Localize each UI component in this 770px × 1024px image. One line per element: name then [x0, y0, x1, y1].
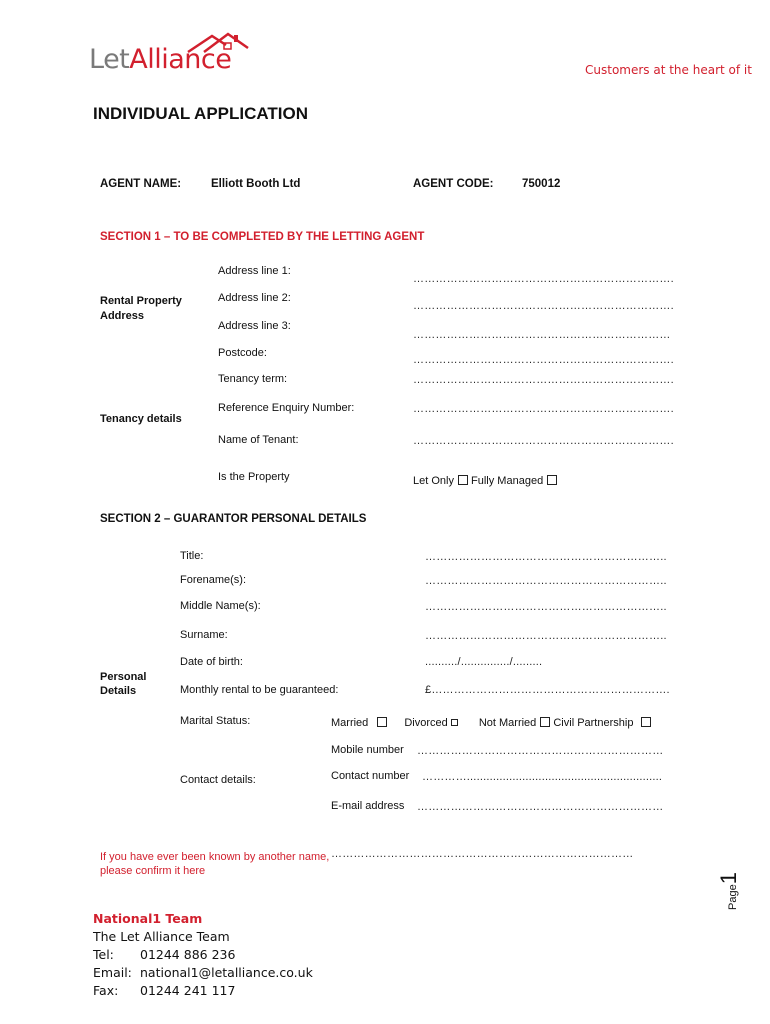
group-tenancy-details: Tenancy details [100, 413, 182, 425]
footer-fax-label: Fax: [93, 983, 119, 998]
tagline: Customers at the heart of it [585, 63, 752, 77]
footer-tel: 01244 886 236 [140, 947, 236, 962]
postcode-field[interactable]: ……………………………………………………………. [413, 354, 674, 366]
not-married-label: Not Married [478, 717, 537, 729]
footer-org: The Let Alliance Team [93, 929, 230, 944]
divorced-checkbox[interactable] [451, 719, 458, 726]
contact-number-field[interactable]: …………............................................................ [422, 771, 663, 783]
known-by-another-name-note: If you have ever been known by another name, please confirm it here [100, 851, 330, 877]
footer-tel-label: Tel: [93, 947, 114, 962]
not-married-checkbox[interactable] [540, 717, 550, 727]
fully-managed-checkbox[interactable] [547, 475, 557, 485]
footer-fax: 01244 241 117 [140, 983, 236, 998]
page-marker [716, 872, 742, 910]
contact-details-label: Contact details: [180, 774, 256, 786]
property-type-options [413, 475, 557, 487]
email-address-label: E-mail address [331, 800, 405, 812]
page-number: 1 [716, 872, 741, 885]
date-of-birth-label: Date of birth: [180, 656, 243, 668]
date-of-birth-field[interactable]: ........../.............../......... [425, 656, 543, 668]
address-line-2-label: Address line 2: [218, 292, 291, 304]
group-rental-property-address: Rental Property Address [100, 295, 182, 322]
footer-team: National1 Team [93, 911, 203, 926]
tenancy-term-field[interactable]: ……………………………………………………………. [413, 374, 674, 386]
marital-status-label: Marital Status: [180, 715, 251, 727]
reference-enquiry-number-label: Reference Enquiry Number: [218, 402, 355, 414]
married-label: Married [331, 717, 369, 729]
name-of-tenant-field[interactable]: ……………………………………………………………. [413, 435, 674, 447]
forename-label: Forename(s): [180, 574, 247, 586]
fully-managed-label: Fully Managed [471, 475, 544, 487]
page-title: INDIVIDUAL APPLICATION [93, 104, 309, 123]
let-only-checkbox[interactable] [458, 475, 468, 485]
divorced-label: Divorced [404, 717, 448, 729]
forename-field[interactable]: ……………………………………………………….. [425, 575, 667, 587]
surname-field[interactable]: ……………………………………………………….. [425, 630, 667, 642]
footer-email[interactable]: national1@letalliance.co.uk [140, 965, 313, 980]
contact-number-label: Contact number [331, 770, 410, 782]
name-of-tenant-label: Name of Tenant: [218, 434, 299, 446]
agent-name-value: Elliott Booth Ltd [211, 178, 301, 190]
title-label: Title: [180, 550, 204, 562]
tenancy-term-label: Tenancy term: [218, 373, 288, 385]
group-personal-details: Personal Details [100, 671, 147, 697]
surname-label: Surname: [180, 629, 228, 641]
middle-name-label: Middle Name(s): [180, 600, 261, 612]
agent-name-label: AGENT NAME: [100, 178, 182, 190]
postcode-label: Postcode: [218, 347, 267, 359]
address-line-1-label: Address line 1: [218, 265, 291, 277]
address-line-3-label: Address line 3: [218, 320, 291, 332]
page-label: Page [727, 884, 739, 910]
is-the-property-label: Is the Property [218, 471, 290, 483]
let-only-label: Let Only [413, 475, 454, 487]
marital-options [331, 717, 651, 729]
logo-alliance-text: Alliance [129, 44, 232, 75]
reference-enquiry-number-field[interactable]: ……………………………………………………………. [413, 403, 674, 415]
title-field[interactable]: ……………………………………………………….. [425, 551, 667, 563]
address-line-1-field[interactable]: ……………………………………………………………. [413, 273, 674, 285]
footer-email-label: Email: [93, 965, 132, 980]
monthly-rental-label: Monthly rental to be guaranteed: [180, 684, 339, 696]
monthly-rental-field[interactable]: £………………………………………………………. [425, 684, 670, 696]
email-address-field[interactable]: ………………………………………………………… [417, 801, 664, 813]
agent-code-value: 750012 [522, 178, 561, 190]
known-by-another-name-field[interactable]: ……………………………………………………………………… [331, 848, 634, 860]
house-roof-icon [186, 30, 250, 56]
agent-code-label: AGENT CODE: [413, 178, 494, 190]
mobile-number-label: Mobile number [331, 744, 404, 756]
section2-heading: SECTION 2 – GUARANTOR PERSONAL DETAILS [100, 513, 367, 525]
civil-partnership-label: Civil Partnership [553, 717, 634, 729]
civil-partnership-checkbox[interactable] [641, 717, 651, 727]
logo-let-text: Let [89, 44, 130, 75]
married-checkbox[interactable] [377, 717, 387, 727]
section1-heading: SECTION 1 – TO BE COMPLETED BY THE LETTING AGENT [100, 231, 425, 243]
address-line-3-field[interactable]: …………………………………………………………… [413, 329, 671, 341]
middle-name-field[interactable]: ……………………………………………………….. [425, 601, 667, 613]
address-line-2-field[interactable]: ……………………………………………………………. [413, 300, 674, 312]
mobile-number-field[interactable]: ………………………………………………………… [417, 745, 664, 757]
